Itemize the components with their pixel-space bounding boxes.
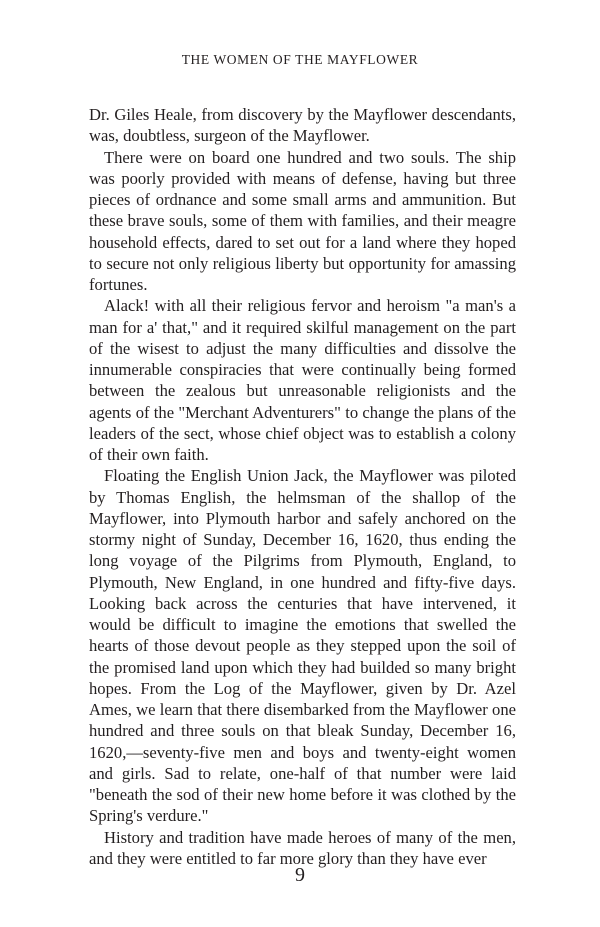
paragraph: Dr. Giles Heale, from discovery by the Mayflower descendants, was, doubtless, surgeon of the Mayflower. bbox=[89, 105, 516, 146]
paragraph: History and tradition have made heroes of many of the men, and they were entitled to far more glory than they have ever bbox=[89, 827, 516, 868]
paragraph: Alack! with all their religious fervor and heroism "a man's a man for a' that," and it required skilful management on the part of the wisest to adjust the many difficulties and dissolve the innumerable conspiracies that were continually being formed between the zealous but unreasonable religionists and the agents of the "Merchant Adventurers" to change the plans of the leaders of the sect, whose chief object was to establish a colony of their own faith. bbox=[89, 296, 516, 464]
page-number: 9 bbox=[295, 864, 305, 886]
paragraph: There were on board one hundred and two souls. The ship was poorly provided with means of defense, having but three pieces of ordnance and some small arms and ammunition. But these brave souls, some of them with families, and their meagre household effects, dared to set out for a land where they hoped to secure not only religious liberty but opportunity for amassing fortunes. bbox=[89, 147, 516, 294]
body-text bbox=[89, 104, 516, 869]
paragraph: Floating the English Union Jack, the Mayflower was piloted by Thomas English, the helmsman of the shallop of the Mayflower, into Plymouth harbor and safely anchored on the stormy night of Sunday, December 16, 1620, thus ending the long voyage of the Pilgrims from Plymouth, England, to Plymouth, New England, in one hundred and fifty-five days. Looking back across the centuries that have intervened, it would be difficult to imagine the emotions that swelled the hearts of those devout people as they stepped upon the soil of the promised land upon which they had builded so many bright hopes. From the Log of the Mayflower, given by Dr. Azel Ames, we learn that there disembarked from the Mayflower one hundred and three souls on that bleak Sunday, December 16, 1620,—seventy-five men and boys and twenty-eight women and girls. Sad to relate, one-half of that number were laid "beneath the sod of their new home before it was clothed by the Spring's verdure." bbox=[89, 466, 516, 826]
running-head: THE WOMEN OF THE MAYFLOWER bbox=[181, 52, 419, 67]
